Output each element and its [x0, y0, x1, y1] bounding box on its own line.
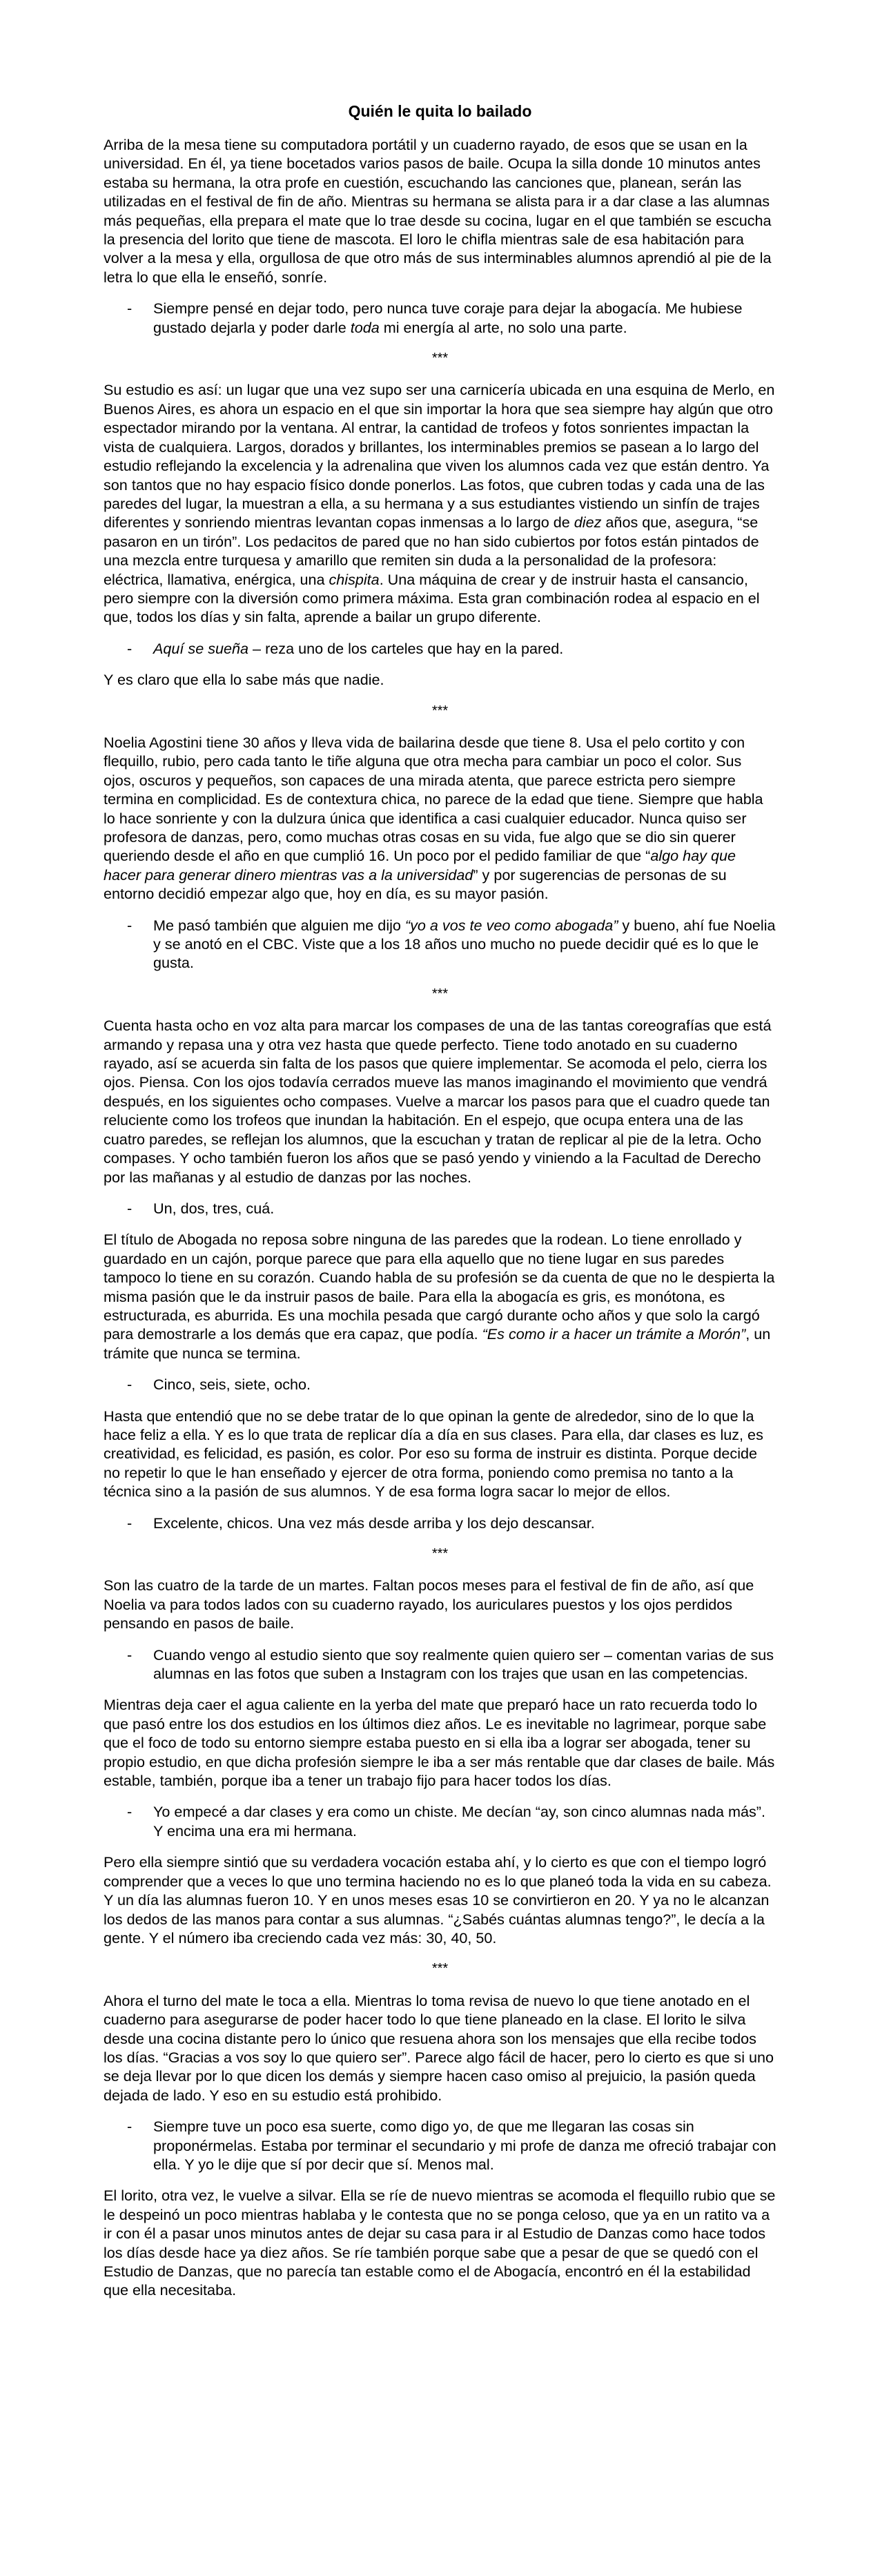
document-body [104, 135, 776, 2300]
italic-text: chispita [329, 570, 380, 588]
paragraph: El lorito, otra vez, le vuelve a silvar. Ella se ríe de nuevo mientras se acomoda el flequillo rubio que se le despeinó un poco mientras hablaba y le contesta que no se ponga celoso, que ya en un ratito va a ir con él a pasar unos minutos antes de dejar su casa para ir al Estudio de Danzas como hace todos los días desde hace ya diez años. Se ríe también porque sabe que a pesar de que se quedó con el Estudio de Danzas, que no parecía tan estable como el de Abogacía, encontró en él la estabilidad que ella necesitaba. [104, 2187, 776, 2299]
quote-text: Cuando vengo al estudio siento que soy realmente quien quiero ser – comentan varias de sus alumnas en las fotos que suben a Instagram con los trajes que usan en las competencias. [153, 1646, 774, 1683]
section-separator: *** [431, 703, 449, 719]
text-run: , un trámite que nunca se termina. [104, 1325, 771, 1362]
paragraph [104, 733, 776, 904]
dash-marker: - [127, 300, 133, 318]
dash-marker: - [127, 1376, 133, 1394]
quote-text: Un, dos, tres, cuá. [153, 1199, 275, 1217]
dash-marker: - [127, 916, 133, 934]
italic-text: “Es como ir a hacer un trámite a Morón” [482, 1325, 746, 1343]
italic-text: toda [350, 318, 380, 336]
quote-text [153, 299, 776, 337]
dialogue-quote [127, 2117, 776, 2174]
paragraph: Son las cuatro de la tarde de un martes. Faltan pocos meses para el festival de fin de año, así que Noelia va para todos lados con su cuaderno rayado, los auriculares puestos y los ojos perdidos pensando en pasos de baile. [104, 1577, 754, 1632]
dialogue-quote [127, 1514, 776, 1532]
dialogue-quote [127, 299, 776, 337]
dialogue-quote [127, 916, 776, 973]
text-run: y bueno, ahí fue Noelia y se anotó en el CBC. Viste que a los 18 años uno mucho no puede decidir qué es lo que le gusta. [153, 916, 776, 972]
text-run: Siempre pensé en dejar todo, pero nunca tuve coraje para dejar la abogacía. Me hubiese gustado dejarla y poder darle [153, 300, 743, 336]
section-separator: *** [431, 986, 449, 1002]
dash-marker: - [127, 1803, 133, 1821]
quote-text [153, 916, 776, 973]
text-run: Noelia Agostini tiene 30 años y lleva vida de bailarina desde que tiene 8. Usa el pelo cortito y con flequillo, rubio, pero cada tanto le tiñe alguna que otra mecha para cambiar un poco el color. Sus ojos, oscuros y pequeños, son capaces de una mirada atenta, que parece estricta pero siempre termina en complicidad. Es de contextura chica, no parece de la edad que tiene. Siempre que habla lo hace sonriente y con la dulzura única que identifica a casi cualquier educador. Nunca quiso ser profesora de danzas, pero, como muchas otras cosas en su vida, fue algo que se dio sin querer queriendo desde el año en que cumplió 16. Un poco por el pedido familiar de que “ [104, 733, 763, 865]
paragraph: Y es claro que ella lo sabe más que nadie. [104, 671, 384, 689]
text-run: El título de Abogada no reposa sobre ninguna de las paredes que la rodean. Lo tiene enrollado y guardado en un cajón, porque parece que para ella aquello que no tiene lugar en sus paredes tampoco lo tiene en su corazón. Cuando habla de su profesión se da cuenta de que no le despierta la misma pasión que le da instruir pasos de baile. Para ella la abogacía es gris, es monótona, es estructurada, es aburrida. Es una mochila pesada que cargó durante ocho años y que solo la cargó para demostrarle a los demás que era capaz, que podía. [104, 1231, 775, 1343]
section-separator: *** [431, 1961, 449, 1977]
text-run: años que, asegura, “se pasaron en un tirón”. Los pedacitos de pared que no han sido cubiertos por fotos están pintados de una mezcla entre turquesa y amarillo que remiten sin duda a la personalidad de la profesora: eléctrica, llamativa, enérgica, una [104, 514, 759, 588]
dash-marker: - [127, 1199, 133, 1217]
paragraph [104, 380, 776, 626]
text-run: ” y por sugerencias de personas de su entorno decidió empezar algo que, hoy en día, es su mayor pasión. [104, 866, 727, 903]
quote-text: Cinco, seis, siete, ocho. [153, 1376, 311, 1394]
text-run: – reza uno de los carteles que hay en la pared. [248, 639, 564, 657]
dash-marker: - [127, 2118, 133, 2136]
italic-text: Aquí se sueña [153, 639, 249, 657]
quote-text: Yo empecé a dar clases y era como un chiste. Me decían “ay, son cinco alumnas nada más”. Y encima una era mi hermana. [153, 1803, 765, 1840]
quote-text: Siempre tuve un poco esa suerte, como digo yo, de que me llegaran las cosas sin proponérmelas. Estaba por terminar el secundario y mi profe de danza me ofreció trabajar con ella. Y yo le dije que sí por decir que sí. Menos mal. [153, 2118, 776, 2173]
quote-text: Excelente, chicos. Una vez más desde arriba y los dejo descansar. [153, 1514, 595, 1532]
paragraph: Ahora el turno del mate le toca a ella. Mientras lo toma revisa de nuevo lo que tiene anotado en el cuaderno para asegurarse de poder hacer todo lo que tiene planeado en la clase. El lorito le silva desde una cocina distante pero lo único que resuena ahora son los mensajes que ella recibe todos los días. “Gracias a vos soy lo que quiero ser”. Parece algo fácil de hacer, pero lo cierto es que si uno se deja llevar por lo que dicen los demás y siempre hacen caso omiso al prejuicio, la pasión queda dejada de lado. Y eso en su estudio está prohibido. [104, 1991, 774, 2104]
paragraph: Hasta que entendió que no se debe tratar de lo que opinan la gente de alrededor, sino de lo que la hace feliz a ella. Y es lo que trata de replicar día a día en sus clases. Para ella, dar clases es luz, es creatividad, es felicidad, es pasión, es color. Por eso su forma de instruir es distinta. Porque decide no repetir lo que le han enseñado y ejercer de otra forma, poniendo como premisa no tanto a la técnica sino a la pasión de sus alumnos. Y de esa forma logra sacar lo mejor de ellos. [104, 1407, 763, 1501]
paragraph: Arriba de la mesa tiene su computadora portátil y un cuaderno rayado, de esos que se usan en la universidad. En él, ya tiene bocetados varios pasos de baile. Ocupa la silla donde 10 minutos antes estaba su hermana, la otra profe en cuestión, escuchando las canciones que, planean, serán las utilizadas en el festival de fin de año. Mientras su hermana se alista para ir a dar clase a las alumnas más pequeñas, ella prepara el mate que lo trae desde su cocina, lugar en el que también se escucha la presencia del lorito que tiene de mascota. El loro le chifla mientras sale de esa habitación para volver a la mesa y ella, orgullosa de que otro más de sus interminables alumnos aprendió al pie de la letra lo que ella le enseñó, sonríe. [104, 136, 772, 286]
section-separator: *** [431, 1546, 449, 1561]
paragraph: Cuenta hasta ocho en voz alta para marcar los compases de una de las tantas coreografías que está armando y repasa una y otra vez hasta que quede perfecto. Tiene todo anotado en su cuaderno rayado, así se acuerda sin falta de los pasos que quiere implementar. Se acomoda el pelo, cierra los ojos. Piensa. Con los ojos todavía cerrados mueve las manos imaginando el movimiento que vendrá después, en los siguientes ocho compases. Vuelve a marcar los pasos para que el cuadro quede tan reluciente como los trofeos que inundan la habitación. En el espejo, que ocupa entera una de las cuatro paredes, se reflejan los alumnos, que la escuchan y tratan de replicar al pie de la letra. Ocho compases. Y ocho también fueron los años que se pasó yendo y viniendo a la Facultad de Derecho por las mañanas y al estudio de danzas por las noches. [104, 1017, 772, 1186]
dialogue-quote [127, 1375, 776, 1394]
paragraph [104, 1230, 776, 1363]
dialogue-quote [127, 1646, 776, 1684]
dash-marker: - [127, 639, 133, 657]
dash-marker: - [127, 1646, 133, 1663]
paragraph: Mientras deja caer el agua caliente en la yerba del mate que preparó hace un rato recuerda todo lo que pasó entre los dos estudios en los últimos diez años. Le es inevitable no lagrimear, porque sabe que el foco de todo su entorno siempre estaba puesto en si ella iba a lograr ser abogada, tener su propio estudio, en que dicha profesión siempre le iba a ser más rentable que dar clases de baile. Más estable, también, porque iba a tener un trabajo fijo para hacer todos los días. [104, 1696, 775, 1790]
quote-text [153, 639, 776, 658]
paragraph: Pero ella siempre sintió que su verdadera vocación estaba ahí, y lo cierto es que con el tiempo logró comprender que a veces lo que uno termina haciendo no es lo que planeó toda la vida en su cabeza. Y un día las alumnas fueron 10. Y en unos meses esas 10 se convirtieron en 20. Y ya no le alcanzan los dedos de las manos para contar a sus alumnas. “¿Sabés cuántas alumnas tengo?”, le decía a la gente. Y el número iba creciendo cada vez más: 30, 40, 50. [104, 1853, 772, 1946]
text-run: Me pasó también que alguien me dijo [153, 916, 405, 934]
dialogue-quote [127, 1802, 776, 1840]
text-run: mi energía al arte, no solo una parte. [379, 318, 627, 336]
dialogue-quote [127, 1199, 776, 1218]
italic-text: “yo a vos te veo como abogada” [404, 916, 618, 934]
italic-text: diez [574, 514, 602, 531]
text-run: Su estudio es así: un lugar que una vez supo ser una carnicería ubicada en una esquina de Merlo, en Buenos Aires, es ahora un espacio en el que sin importar la hora que sea siempre hay algún que otro espectador mirando por la ventana. Al entrar, la cantidad de trofeos y fotos sonrientes impactan la vista de cualquiera. Largos, dorados y brillantes, los interminables premios se pasean a lo largo del estudio reflejando la excelencia y la adrenalina que viven los alumnos cada vez que están dentro. Ya son tantos que no hay espacio físico donde ponerlos. Las fotos, que cubren todas y cada una de las paredes del lugar, la muestran a ella, a su hermana y a sus estudiantes vistiendo un sinfín de trajes diferentes y sonriendo mientras levantan copas inmensas a lo largo de [104, 381, 775, 531]
dialogue-quote [127, 639, 776, 658]
section-separator: *** [431, 351, 449, 367]
italic-text: algo hay que hacer para generar dinero mientras vas a la universidad [104, 847, 736, 884]
document-title: Quién le quita lo bailado [348, 102, 532, 120]
dash-marker: - [127, 1514, 133, 1532]
text-run: . Una máquina de crear y de instruir hasta el cansancio, pero siempre con la diversión como primera máxima. Esta gran combinación rodea al espacio en el que, todos los días y sin falta, aprende a bailar un grupo diferente. [104, 570, 760, 626]
